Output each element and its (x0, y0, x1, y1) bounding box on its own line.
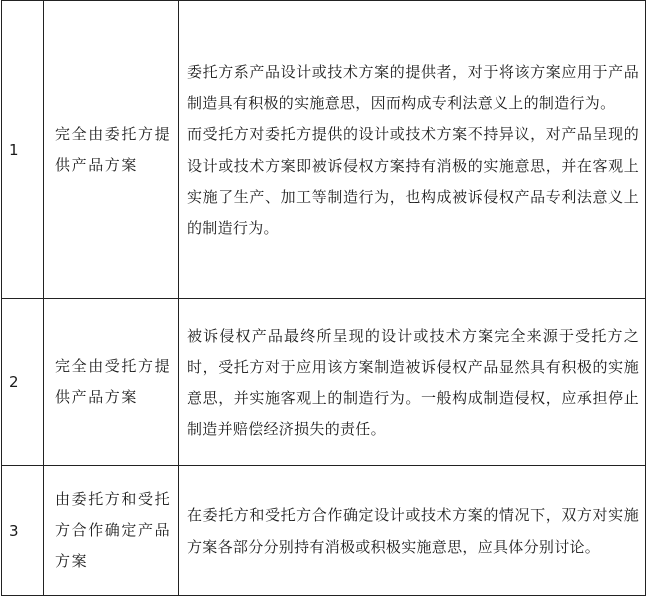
description-paragraph: 委托方系产品设计或技术方案的提供者，对于将该方案应用于产品制造具有积极的实施意思，因而构成专利法意义上的制造行为。 (187, 62, 639, 113)
table-row (2, 466, 646, 596)
row-category: 完全由受托方提供产品方案 (44, 299, 179, 466)
row-category: 完全由委托方提供产品方案 (44, 1, 179, 299)
description-paragraph: 在委托方和受托方合作确定设计或技术方案的情况下，双方对实施方案各部分分别持有消极或积极实施意思，应具体分别讨论。 (187, 506, 639, 556)
table-row (2, 1, 646, 299)
row-number: 1 (2, 1, 44, 299)
row-category: 由委托方和受托方合作确定产品方案 (44, 466, 179, 596)
table-row (2, 299, 646, 466)
row-description (179, 466, 646, 596)
row-description (179, 1, 646, 299)
manufacturing-liability-table (1, 0, 646, 596)
row-description (179, 299, 646, 466)
row-number: 2 (2, 299, 44, 466)
description-paragraph: 而受托方对委托方提供的设计或技术方案不持异议，对产品呈现的设计或技术方案即被诉侵权方案持有消极的实施意思，并在客观上实施了生产、加工等制造行为，也构成被诉侵权产品专利法意义上的制造行为。 (187, 125, 639, 237)
description-paragraph: 被诉侵权产品最终所呈现的设计或技术方案完全来源于受托方之时，受托方对于应用该方案制造被诉侵权产品显然具有积极的实施意思，并实施客观上的制造行为。一般构成制造侵权，应承担停止制造并赔偿经济损失的责任。 (187, 326, 639, 439)
row-number: 3 (2, 466, 44, 596)
